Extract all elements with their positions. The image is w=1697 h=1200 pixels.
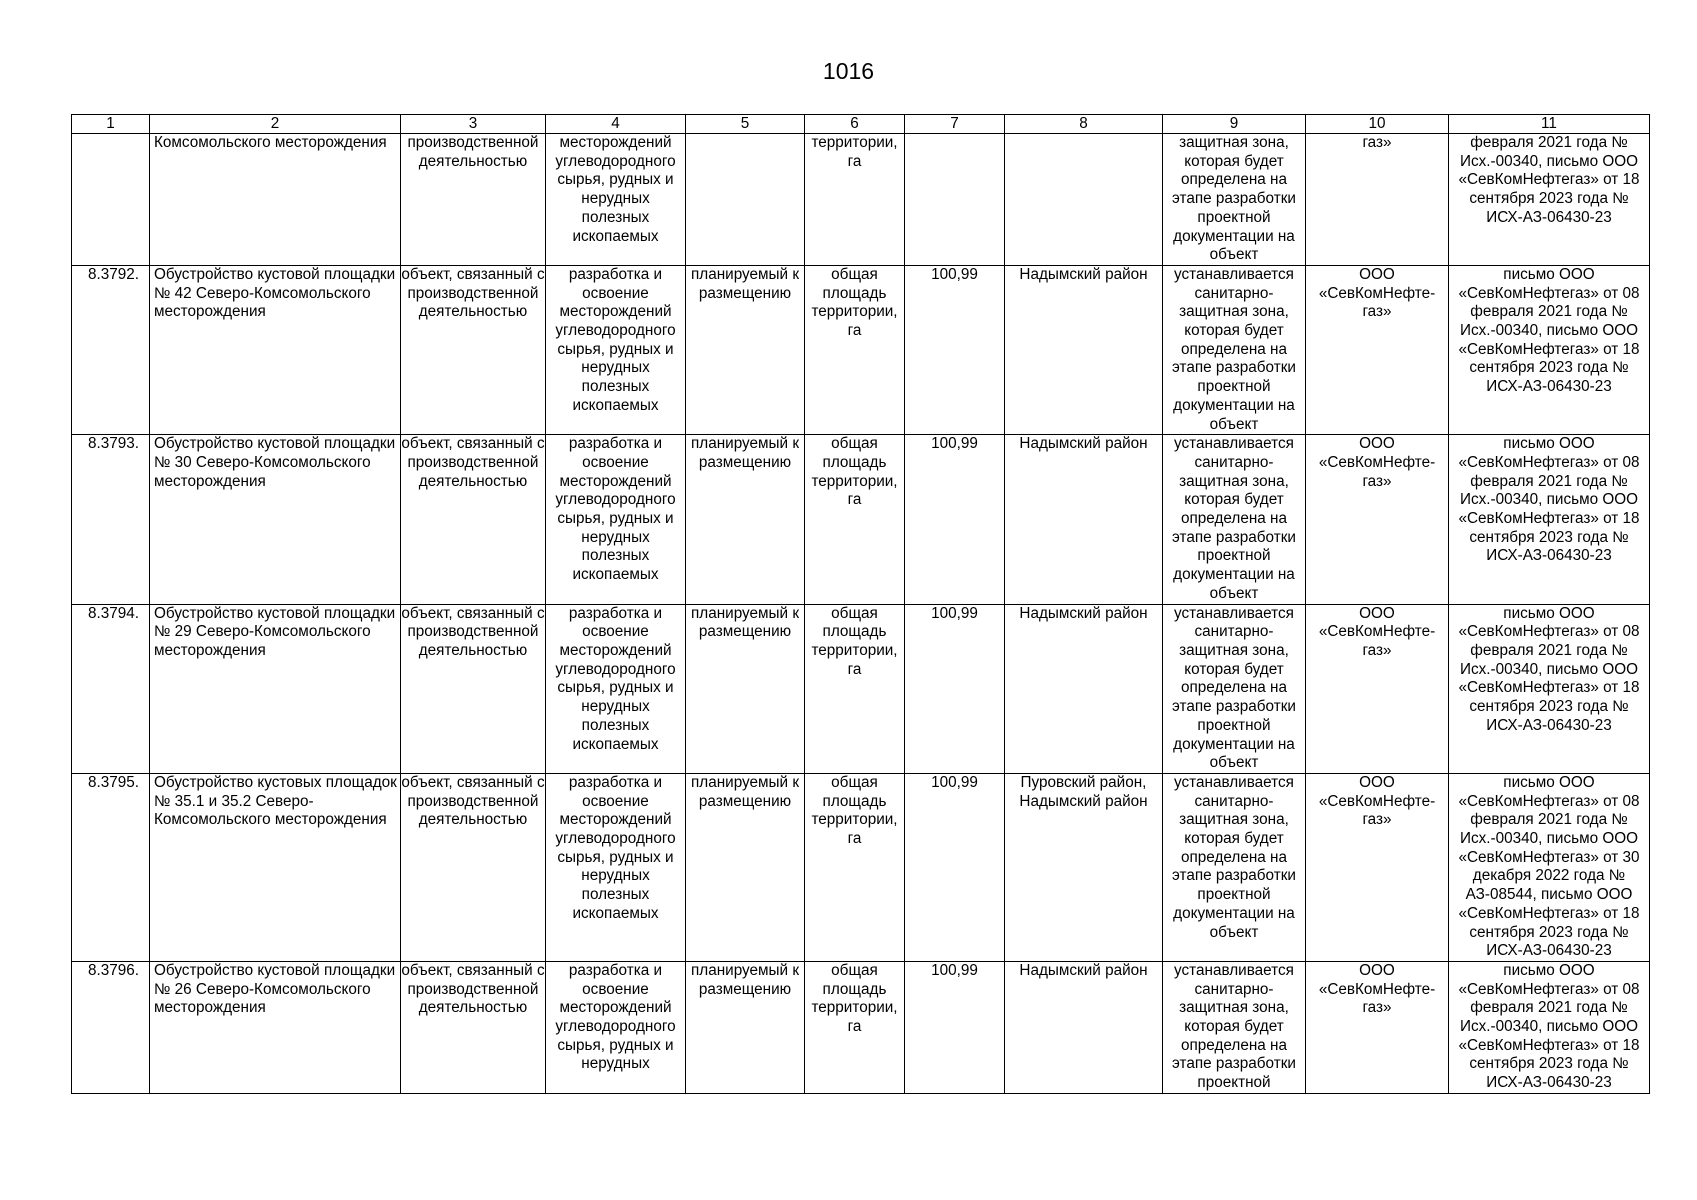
cell-activity: разработка и освоение месторождений углеводородного сырья, рудных и нерудных полезных ископаемых xyxy=(546,604,686,773)
cell-purpose: объект, связанный с производственной деятельностью xyxy=(401,604,546,773)
cell-organization: ООО «СевКомНефте-газ» xyxy=(1306,773,1449,961)
cell-organization: ООО «СевКомНефте-газ» xyxy=(1306,961,1449,1093)
cell-value: 100,99 xyxy=(905,961,1005,1093)
cell-activity: месторождений углеводородного сырья, рудных и нерудных полезных ископаемых xyxy=(546,134,686,266)
cell-value xyxy=(905,134,1005,266)
cell-purpose: объект, связанный с производственной деятельностью xyxy=(401,961,546,1093)
cell-measure: общая площадь территории, га xyxy=(805,961,905,1093)
table-row xyxy=(72,265,1650,434)
cell-status: планируемый к размещению xyxy=(686,435,805,604)
cell-basis: письмо ООО «СевКомНефтегаз» от 08 февраля 2021 года № Исх.-00340, письмо ООО «СевКомНефтегаз» от 18 сентября 2023 года № ИСХ-АЗ-06430-23 xyxy=(1449,961,1650,1093)
cell-zone: устанавливается санитарно-защитная зона, которая будет определена на этапе разработки проектной документации на объект xyxy=(1163,265,1306,434)
cell-value: 100,99 xyxy=(905,265,1005,434)
cell-value: 100,99 xyxy=(905,604,1005,773)
cell-status: планируемый к размещению xyxy=(686,265,805,434)
column-number: 10 xyxy=(1306,115,1449,134)
cell-object-name: Комсомольского месторождения xyxy=(150,134,401,266)
cell-activity: разработка и освоение месторождений углеводородного сырья, рудных и нерудных полезных ископаемых xyxy=(546,773,686,961)
continuation-row xyxy=(72,134,1650,266)
column-number: 11 xyxy=(1449,115,1650,134)
cell-purpose: объект, связанный с производственной деятельностью xyxy=(401,773,546,961)
column-number-row xyxy=(72,115,1650,134)
column-number: 9 xyxy=(1163,115,1306,134)
cell-organization: ООО «СевКомНефте-газ» xyxy=(1306,604,1449,773)
cell-zone: устанавливается санитарно-защитная зона, которая будет определена на этапе разработки проектной документации на объект xyxy=(1163,435,1306,604)
cell-number: 8.3796. xyxy=(72,961,150,1093)
column-number: 4 xyxy=(546,115,686,134)
cell-location xyxy=(1005,134,1163,266)
cell-basis: февраля 2021 года № Исх.-00340, письмо ООО «СевКомНефтегаз» от 18 сентября 2023 года № ИСХ-АЗ-06430-23 xyxy=(1449,134,1650,266)
cell-organization: газ» xyxy=(1306,134,1449,266)
cell-status: планируемый к размещению xyxy=(686,961,805,1093)
cell-measure: общая площадь территории, га xyxy=(805,604,905,773)
cell-zone: устанавливается санитарно-защитная зона, которая будет определена на этапе разработки проектной документации на объект xyxy=(1163,773,1306,961)
cell-location: Надымский район xyxy=(1005,961,1163,1093)
cell-number xyxy=(72,134,150,266)
cell-activity: разработка и освоение месторождений углеводородного сырья, рудных и нерудных полезных ископаемых xyxy=(546,435,686,604)
table-row xyxy=(72,604,1650,773)
cell-object-name: Обустройство кустовой площадки № 30 Северо-Комсомольского месторождения xyxy=(150,435,401,604)
cell-location: Надымский район xyxy=(1005,265,1163,434)
cell-zone: защитная зона, которая будет определена на этапе разработки проектной документации на объект xyxy=(1163,134,1306,266)
cell-number: 8.3794. xyxy=(72,604,150,773)
column-number: 7 xyxy=(905,115,1005,134)
cell-activity: разработка и освоение месторождений углеводородного сырья, рудных и нерудных xyxy=(546,961,686,1093)
cell-basis: письмо ООО «СевКомНефтегаз» от 08 февраля 2021 года № Исх.-00340, письмо ООО «СевКомНефтегаз» от 18 сентября 2023 года № ИСХ-АЗ-06430-23 xyxy=(1449,604,1650,773)
cell-object-name: Обустройство кустовых площадок № 35.1 и 35.2 Северо-Комсомольского месторождения xyxy=(150,773,401,961)
column-number: 3 xyxy=(401,115,546,134)
table-row xyxy=(72,961,1650,1093)
cell-organization: ООО «СевКомНефте-газ» xyxy=(1306,435,1449,604)
cell-basis: письмо ООО «СевКомНефтегаз» от 08 февраля 2021 года № Исх.-00340, письмо ООО «СевКомНефтегаз» от 18 сентября 2023 года № ИСХ-АЗ-06430-23 xyxy=(1449,265,1650,434)
cell-value: 100,99 xyxy=(905,773,1005,961)
table-row xyxy=(72,773,1650,961)
table-row xyxy=(72,435,1650,604)
cell-zone: устанавливается санитарно-защитная зона, которая будет определена на этапе разработки проектной xyxy=(1163,961,1306,1093)
cell-object-name: Обустройство кустовой площадки № 42 Северо-Комсомольского месторождения xyxy=(150,265,401,434)
cell-location: Надымский район xyxy=(1005,435,1163,604)
cell-measure: общая площадь территории, га xyxy=(805,265,905,434)
cell-status: планируемый к размещению xyxy=(686,773,805,961)
cell-measure: общая площадь территории, га xyxy=(805,435,905,604)
cell-number: 8.3793. xyxy=(72,435,150,604)
column-number: 5 xyxy=(686,115,805,134)
cell-number: 8.3792. xyxy=(72,265,150,434)
cell-measure: общая площадь территории, га xyxy=(805,773,905,961)
cell-purpose: объект, связанный с производственной деятельностью xyxy=(401,435,546,604)
column-number: 6 xyxy=(805,115,905,134)
column-number: 1 xyxy=(72,115,150,134)
cell-object-name: Обустройство кустовой площадки № 26 Северо-Комсомольского месторождения xyxy=(150,961,401,1093)
cell-location: Надымский район xyxy=(1005,604,1163,773)
cell-activity: разработка и освоение месторождений углеводородного сырья, рудных и нерудных полезных ископаемых xyxy=(546,265,686,434)
cell-status xyxy=(686,134,805,266)
cell-number: 8.3795. xyxy=(72,773,150,961)
page-number: 1016 xyxy=(822,58,875,84)
cell-purpose: производственной деятельностью xyxy=(401,134,546,266)
cell-measure: территории, га xyxy=(805,134,905,266)
column-number: 8 xyxy=(1005,115,1163,134)
cell-organization: ООО «СевКомНефте-газ» xyxy=(1306,265,1449,434)
cell-status: планируемый к размещению xyxy=(686,604,805,773)
cell-purpose: объект, связанный с производственной деятельностью xyxy=(401,265,546,434)
cell-object-name: Обустройство кустовой площадки № 29 Северо-Комсомольского месторождения xyxy=(150,604,401,773)
cell-location: Пуровский район, Надымский район xyxy=(1005,773,1163,961)
cell-zone: устанавливается санитарно-защитная зона, которая будет определена на этапе разработки проектной документации на объект xyxy=(1163,604,1306,773)
registry-table xyxy=(71,114,1650,1094)
cell-basis: письмо ООО «СевКомНефтегаз» от 08 февраля 2021 года № Исх.-00340, письмо ООО «СевКомНефтегаз» от 18 сентября 2023 года № ИСХ-АЗ-06430-23 xyxy=(1449,435,1650,604)
cell-value: 100,99 xyxy=(905,435,1005,604)
column-number: 2 xyxy=(150,115,401,134)
cell-basis: письмо ООО «СевКомНефтегаз» от 08 февраля 2021 года № Исх.-00340, письмо ООО «СевКомНефтегаз» от 30 декабря 2022 года № АЗ-08544, письмо ООО «СевКомНефтегаз» от 18 сентября 2023 года № ИСХ-АЗ-06430-23 xyxy=(1449,773,1650,961)
